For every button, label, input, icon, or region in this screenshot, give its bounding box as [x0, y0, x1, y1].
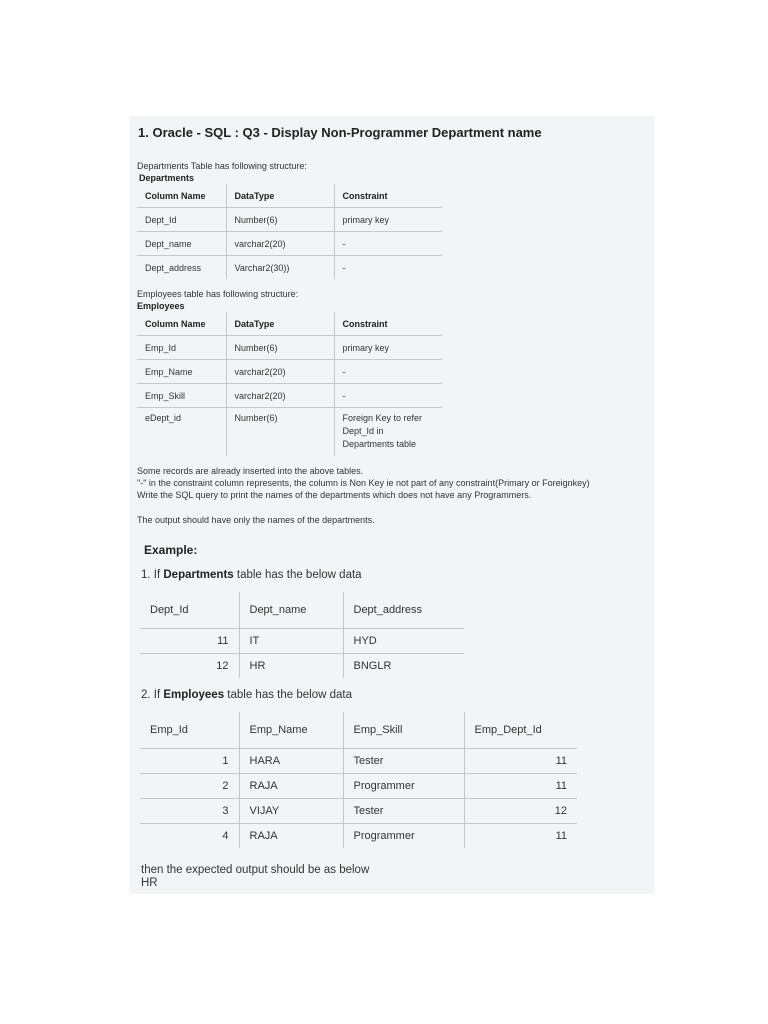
table-cell: varchar2(20) — [226, 384, 334, 408]
fk-line: Departments table — [342, 439, 417, 449]
table-row — [140, 824, 577, 849]
column-header: Dept_Id — [140, 592, 239, 629]
employees-structure-table — [137, 312, 442, 456]
table-row — [137, 208, 442, 232]
table-cell: Number(6) — [226, 408, 334, 457]
table-cell: 4 — [140, 824, 239, 849]
table-cell: varchar2(20) — [226, 232, 334, 256]
table-cell: Emp_Skill — [137, 384, 226, 408]
table-cell: Programmer — [343, 824, 464, 849]
table-cell: BNGLR — [343, 654, 464, 679]
table-cell: Programmer — [343, 774, 464, 799]
employees-example-caption — [141, 689, 352, 701]
table-cell: 12 — [140, 654, 239, 679]
table-row — [140, 629, 464, 654]
fk-line: Dept_Id in — [342, 426, 384, 436]
table-cell: Number(6) — [226, 208, 334, 232]
table-cell: - — [334, 232, 442, 256]
fk-constraint-cell — [334, 408, 442, 457]
column-header: Constraint — [334, 312, 442, 336]
caption-bold: Employees — [163, 689, 225, 701]
table-cell: RAJA — [239, 774, 343, 799]
table-cell: Dept_Id — [137, 208, 226, 232]
column-header: Column Name — [137, 312, 226, 336]
expected-output-text: then the expected output should be as below — [141, 864, 370, 876]
table-row — [137, 360, 442, 384]
table-cell: Tester — [343, 749, 464, 774]
column-header: Dept_address — [343, 592, 464, 629]
table-cell: Emp_Name — [137, 360, 226, 384]
caption-prefix: 1. If — [141, 569, 164, 581]
column-header: DataType — [226, 312, 334, 336]
column-header: Emp_Name — [239, 712, 343, 749]
fk-line: Foreign Key to refer — [342, 413, 423, 423]
table-cell: Tester — [343, 799, 464, 824]
note-line: "-" in the constraint column represents, the column is Non Key ie not part of any constraint(Primary or Foreignkey) — [137, 478, 590, 488]
table-cell: VIJAY — [239, 799, 343, 824]
table-row — [137, 408, 442, 457]
table-row — [137, 384, 442, 408]
table-cell: 11 — [217, 635, 229, 647]
departments-table-name: Departments — [139, 173, 195, 183]
table-row — [137, 336, 442, 360]
table-header-row — [137, 184, 442, 208]
table-cell: - — [334, 256, 442, 280]
departments-example-table — [140, 592, 464, 678]
column-header: Emp_Skill — [343, 712, 464, 749]
column-header: Constraint — [334, 184, 442, 208]
table-header-row — [140, 592, 464, 629]
table-cell: HARA — [239, 749, 343, 774]
table-cell: HR — [239, 654, 343, 679]
table-cell: - — [334, 360, 442, 384]
caption-bold: Departments — [163, 569, 234, 581]
table-header-row — [140, 712, 577, 749]
question-title: 1. Oracle - SQL : Q3 - Display Non-Programmer Department name — [138, 125, 542, 140]
table-cell: 1 — [222, 755, 229, 767]
column-header: Dept_name — [239, 592, 343, 629]
table-cell: Dept_name — [137, 232, 226, 256]
caption-suffix: table has the below data — [224, 689, 352, 701]
table-cell: Dept_address — [137, 256, 226, 280]
table-cell: 11 — [464, 749, 577, 774]
column-header: Emp_Id — [140, 712, 239, 749]
table-cell: Emp_Id — [137, 336, 226, 360]
table-row — [137, 232, 442, 256]
table-cell: 12 — [464, 799, 577, 824]
table-row — [140, 774, 577, 799]
expected-output-value: HR — [141, 877, 158, 889]
departments-intro: Departments Table has following structure: — [137, 161, 307, 171]
table-cell: eDept_id — [137, 408, 226, 457]
column-header: Column Name — [137, 184, 226, 208]
table-cell: Varchar2(30)) — [226, 256, 334, 280]
table-row — [140, 749, 577, 774]
note-line: Write the SQL query to print the names of the departments which does not have any Programmers. — [137, 490, 532, 500]
table-cell: - — [334, 384, 442, 408]
caption-prefix: 2. If — [141, 689, 164, 701]
table-header-row — [137, 312, 442, 336]
table-cell: 11 — [464, 774, 577, 799]
column-header: DataType — [226, 184, 334, 208]
table-row — [140, 654, 464, 679]
output-note: The output should have only the names of the departments. — [137, 515, 375, 525]
table-row — [140, 799, 577, 824]
caption-suffix: table has the below data — [233, 569, 362, 581]
departments-example-caption — [141, 569, 362, 581]
table-cell: Number(6) — [226, 336, 334, 360]
example-heading: Example: — [144, 543, 198, 557]
table-cell: 11 — [464, 824, 577, 849]
departments-structure-table — [137, 184, 442, 279]
table-cell: RAJA — [239, 824, 343, 849]
employees-intro: Employees table has following structure: — [137, 289, 299, 299]
table-cell: 3 — [140, 799, 239, 824]
table-cell: primary key — [334, 336, 442, 360]
note-line: Some records are already inserted into the above tables. — [137, 466, 364, 476]
table-cell: 2 — [140, 774, 239, 799]
employees-example-table — [140, 712, 577, 848]
column-header: Emp_Dept_Id — [464, 712, 577, 749]
table-cell: primary key — [334, 208, 442, 232]
table-cell: varchar2(20) — [226, 360, 334, 384]
employees-table-name: Employees — [137, 301, 185, 311]
table-cell: HYD — [343, 629, 464, 654]
table-cell: IT — [239, 629, 343, 654]
table-row — [137, 256, 442, 280]
